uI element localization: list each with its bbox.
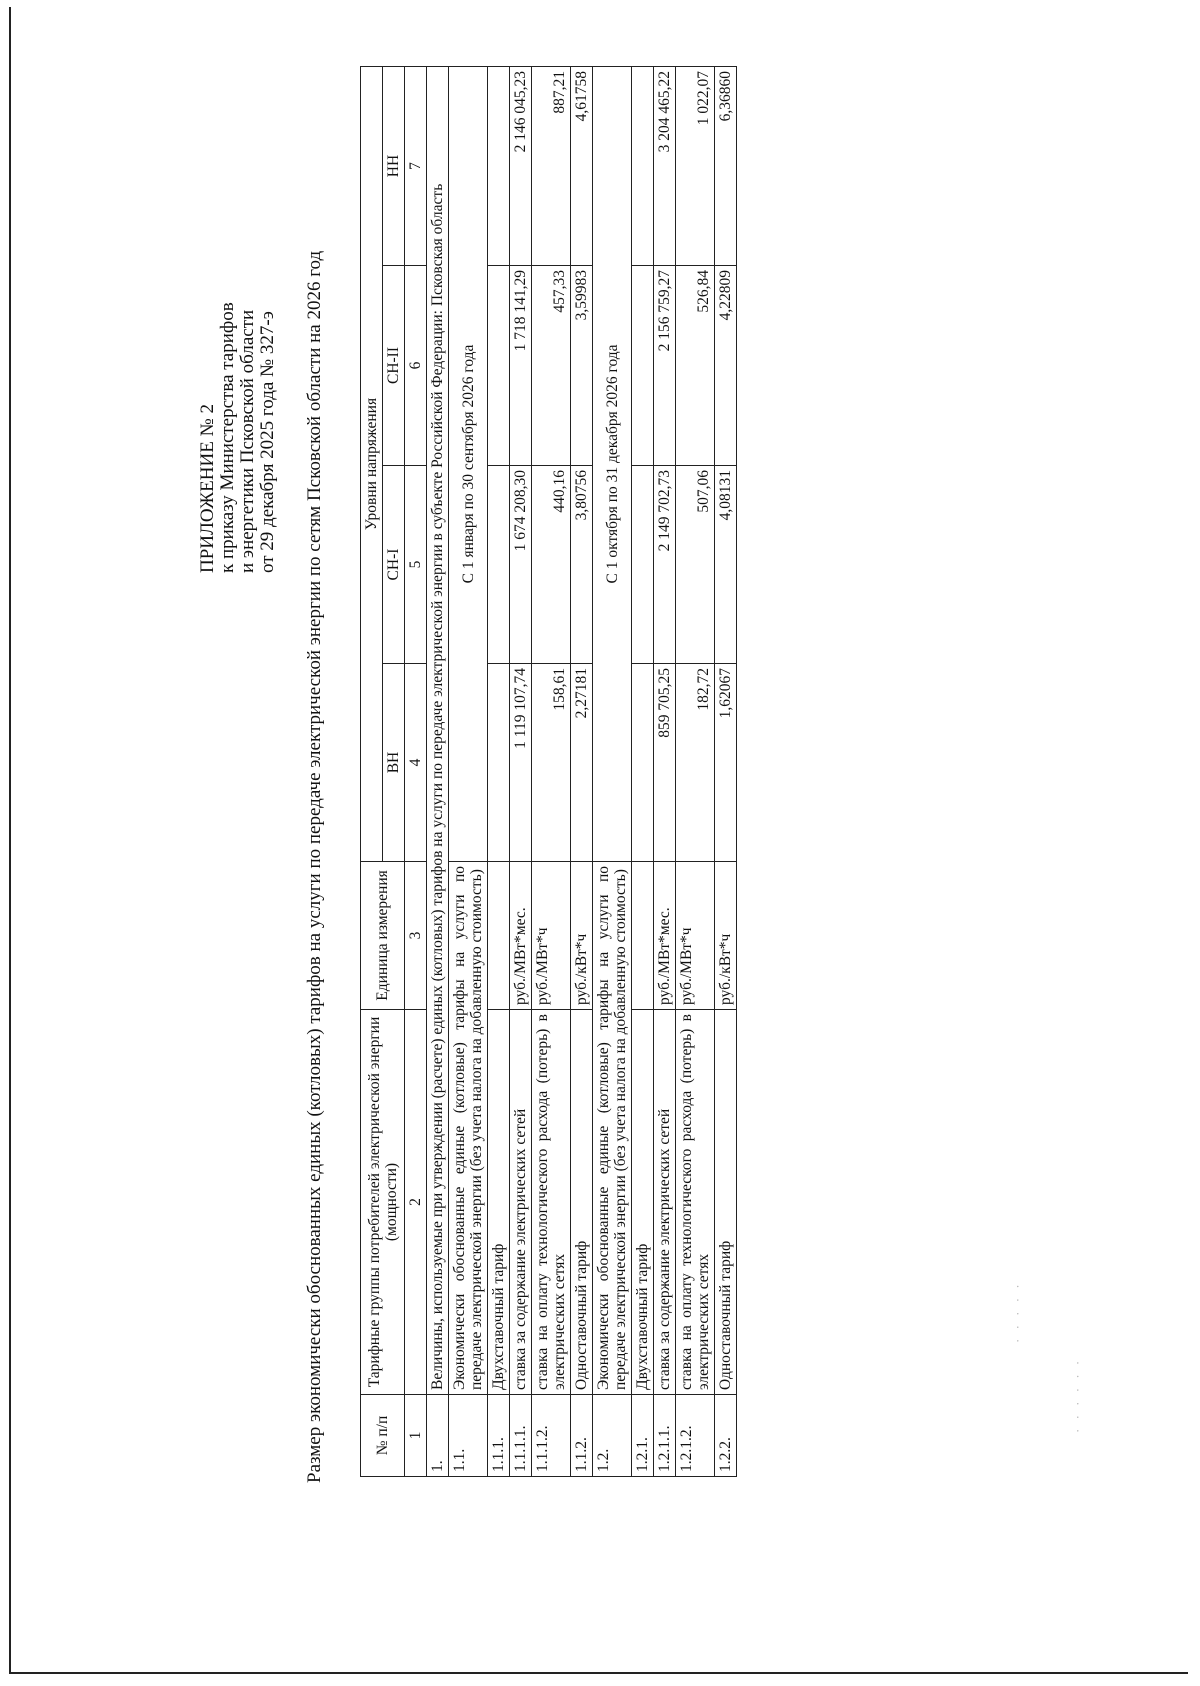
row-label: ставка на оплату технологического расхода (потерь) в электрических сетях [676, 1010, 715, 1395]
value-sn2: 2 156 759,27 [654, 266, 676, 466]
value-sn1: 440,16 [532, 466, 571, 664]
document-title: Размер экономически обоснованных единых (котловых) тарифов на услуги по передаче электрической энергии по сетям Псковской области на 2026 год [304, 250, 325, 1483]
row-num: 1.1.1.1. [510, 1395, 532, 1477]
value-cell [632, 266, 654, 466]
period-num: 1.1. [449, 1395, 488, 1477]
row-unit [632, 862, 654, 1010]
col-number: 7 [405, 66, 427, 265]
col-number: 5 [405, 466, 427, 664]
row-label: ставка на оплату технологического расхода (потерь) в электрических сетях [532, 1010, 571, 1395]
value-sn1: 4,08131 [715, 466, 737, 664]
value-cell [488, 664, 510, 862]
value-sn1: 3,80756 [571, 466, 593, 664]
period-row [593, 66, 632, 1476]
appendix-header [198, 302, 278, 573]
losses-rate-row [532, 66, 571, 1476]
two-rate-row [488, 66, 510, 1476]
header-level-sn2: СН-II [383, 266, 405, 466]
header-level-vn: ВН [383, 664, 405, 862]
col-number: 4 [405, 664, 427, 862]
row-label: Двухставочный тариф [632, 1010, 654, 1395]
row-unit: руб./кВт*ч [715, 862, 737, 1010]
value-cell [632, 466, 654, 664]
scan-speckle: · · · · · · [1070, 1357, 1085, 1433]
value-vn: 158,61 [532, 664, 571, 862]
value-vn: 182,72 [676, 664, 715, 862]
header-voltage-levels: Уровни напряжения [361, 66, 383, 861]
value-sn2: 3,59983 [571, 266, 593, 466]
rotated-page [70, 63, 1130, 1623]
header-level-nn: НН [383, 66, 405, 265]
value-nn: 6,36860 [715, 66, 737, 265]
period-text: Экономически обоснованные единые (котловые) тарифы на услуги по передаче электрической энергии (без учета налога на добавленную стоимость) [593, 862, 632, 1395]
row-unit: руб./МВт*ч [532, 862, 571, 1010]
value-nn: 4,61758 [571, 66, 593, 265]
appendix-line-3: от 29 декабря 2025 года № 327-э [257, 311, 278, 573]
value-cell [488, 466, 510, 664]
header-unit: Единица измерения [361, 862, 405, 1010]
period-label: С 1 января по 30 сентября 2026 года [449, 66, 488, 861]
value-sn2: 526,84 [676, 266, 715, 466]
value-cell [488, 66, 510, 265]
period-row [449, 66, 488, 1476]
appendix-line-2: и энергетики Псковской области [237, 309, 258, 573]
value-sn1: 2 149 702,73 [654, 466, 676, 664]
value-vn: 1 119 107,74 [510, 664, 532, 862]
value-sn2: 4,22809 [715, 266, 737, 466]
value-sn2: 1 718 141,29 [510, 266, 532, 466]
header-level-sn1: СН-I [383, 466, 405, 664]
section-row [427, 66, 449, 1476]
row-num: 1.2.2. [715, 1395, 737, 1477]
row-unit: руб./МВт*мес. [510, 862, 532, 1010]
period-text: Экономически обоснованные единые (котловые) тарифы на услуги по передаче электрической энергии (без учета налога на добавленную стоимость) [449, 862, 488, 1395]
row-label: Одноставочный тариф [571, 1010, 593, 1395]
col-number: 1 [405, 1395, 427, 1477]
row-label: Одноставочный тариф [715, 1010, 737, 1395]
section-num: 1. [427, 1395, 449, 1477]
value-vn: 1,62067 [715, 664, 737, 862]
col-number: 6 [405, 266, 427, 466]
row-unit: руб./кВт*ч [571, 862, 593, 1010]
value-vn: 859 705,25 [654, 664, 676, 862]
period-num: 1.2. [593, 1395, 632, 1477]
row-label: Двухставочный тариф [488, 1010, 510, 1395]
header-group: Тарифные группы потребителей электрической энергии (мощности) [361, 1010, 405, 1395]
scan-speckle: · · · · · [1010, 1281, 1025, 1343]
header-row [361, 66, 383, 1476]
row-num: 1.2.1.2. [676, 1395, 715, 1477]
value-nn: 2 146 045,23 [510, 66, 532, 265]
row-num: 1.1.1.2. [532, 1395, 571, 1477]
col-number: 3 [405, 862, 427, 1010]
value-cell [488, 266, 510, 466]
value-cell [632, 664, 654, 862]
row-unit [488, 862, 510, 1010]
tariff-table [360, 66, 737, 1477]
value-sn2: 457,33 [532, 266, 571, 466]
row-num: 1.1.2. [571, 1395, 593, 1477]
value-sn1: 507,06 [676, 466, 715, 664]
value-sn1: 1 674 208,30 [510, 466, 532, 664]
appendix-line-1: к приказу Министерства тарифов [217, 302, 238, 573]
column-numbers-row [405, 66, 427, 1476]
value-vn: 2,27181 [571, 664, 593, 862]
two-rate-row [632, 66, 654, 1476]
appendix-title: ПРИЛОЖЕНИЕ № 2 [197, 404, 218, 573]
maintenance-rate-row [654, 66, 676, 1476]
row-unit: руб./МВт*мес. [654, 862, 676, 1010]
header-num: № п/п [361, 1395, 405, 1477]
section-text: Величины, используемые при утверждении (расчете) единых (котловых) тарифов на услуги по передаче электрической энергии в субъекте Российской Федерации: Псковская область [427, 66, 449, 1394]
value-nn: 887,21 [532, 66, 571, 265]
value-nn: 3 204 465,22 [654, 66, 676, 265]
row-label: ставка за содержание электрических сетей [510, 1010, 532, 1395]
losses-rate-row [676, 66, 715, 1476]
col-number: 2 [405, 1010, 427, 1395]
row-unit: руб./МВт*ч [676, 862, 715, 1010]
row-num: 1.2.1. [632, 1395, 654, 1477]
row-label: ставка за содержание электрических сетей [654, 1010, 676, 1395]
row-num: 1.1.1. [488, 1395, 510, 1477]
value-nn: 1 022,07 [676, 66, 715, 265]
single-rate-row [571, 66, 593, 1476]
value-cell [632, 66, 654, 265]
period-label: С 1 октября по 31 декабря 2026 года [593, 66, 632, 861]
single-rate-row [715, 66, 737, 1476]
row-num: 1.2.1.1. [654, 1395, 676, 1477]
maintenance-rate-row [510, 66, 532, 1476]
